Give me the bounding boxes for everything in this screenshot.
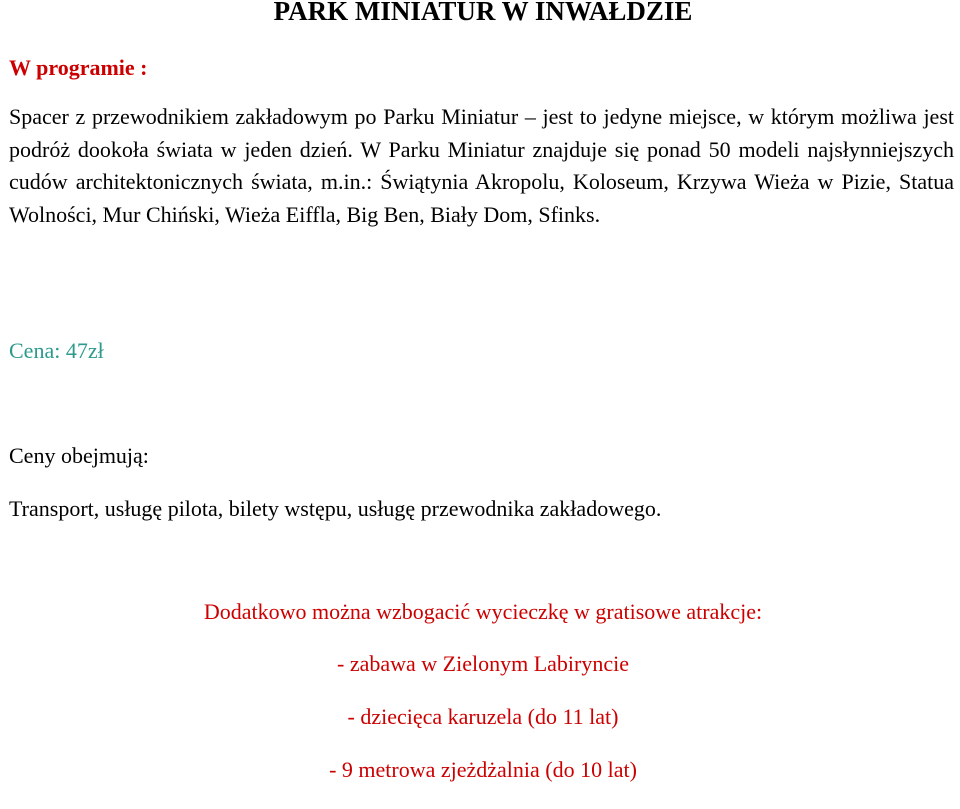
price-includes-text: Transport, usługę pilota, bilety wstępu, usługę przewodnika zakładowego. [9, 496, 662, 521]
extras-heading: Dodatkowo można wzbogacić wycieczkę w gratisowe atrakcje: [203, 599, 763, 624]
price-label: Cena: 47zł [9, 338, 104, 363]
program-description: Spacer z przewodnikiem zakładowym po Parku Miniatur – jest to jedyne miejsce, w którym możliwa jest podróż dookoła świata w jeden dzień. W Parku Miniatur znajduje się ponad 50 modeli najsłynniejszych cudów architektonicznych świata, m.in.: Świątynia Akropolu, Koloseum, Krzywa Wieża w Pizie, Statua Wolności, Mur Chiński, Wieża Eiffla, Big Ben, Biały Dom, Sfinks. [9, 104, 954, 227]
extras-item-carousel: - dziecięca karuzela (do 11 lat) [347, 704, 619, 729]
price-includes-label: Ceny obejmują: [9, 443, 149, 468]
extras-list [0, 650, 960, 809]
program-label: W programie : [9, 55, 148, 80]
extras-item-labyrinth: - zabawa w Zielonym Labiryncie [337, 651, 629, 676]
extras-item-slide: - 9 metrowa zjeżdżalnia (do 10 lat) [329, 757, 637, 782]
page-title: PARK MINIATUR W INWAŁDZIE [273, 0, 693, 26]
